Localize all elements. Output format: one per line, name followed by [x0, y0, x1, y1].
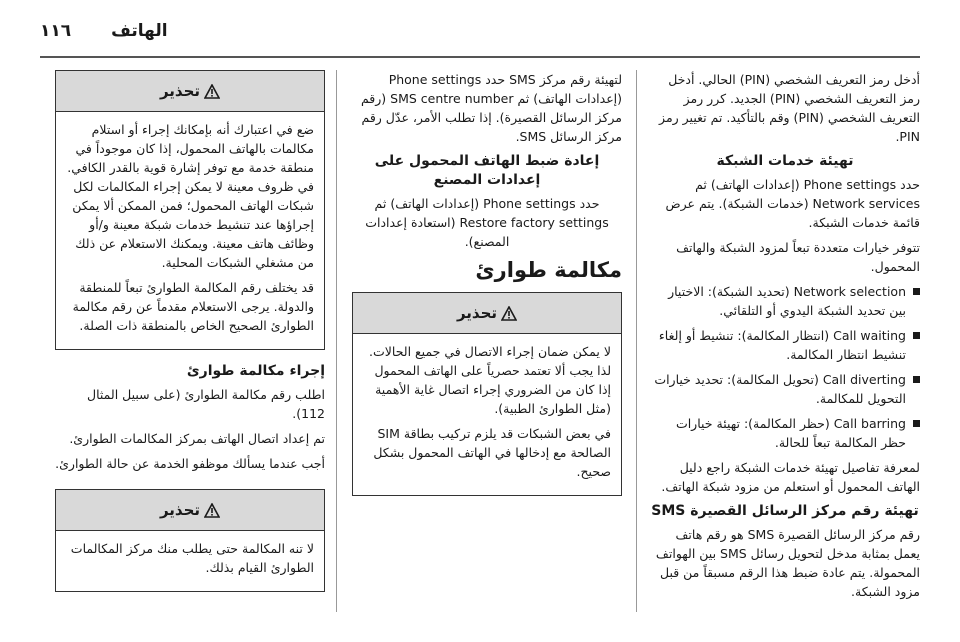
pin-intro: أدخل رمز التعريف الشخصي (PIN) الحالي. أدخل رمز التعريف الشخصي (PIN) الجديد. كرر رمز التعريف الشخصي (PIN) وقم بالتأكيد. تم تغيير رمز PIN. — [659, 72, 920, 144]
list-item: Call barring (حظر المكالمة): تهيئة خيارات حظر المكالمة تبعاً للحالة. — [650, 414, 920, 452]
list-item: Network selection (تحديد الشبكة): الاختيار بين تحديد الشبكة اليدوي أو التلقائي. — [650, 282, 920, 320]
emergency-step: اطلب رقم مكالمة الطوارئ (على سبيل المثال 112). — [87, 387, 325, 421]
warning-icon — [204, 503, 220, 518]
caution-box — [55, 70, 325, 350]
warning-icon — [501, 306, 517, 321]
caution-header — [56, 490, 324, 531]
list-item: Call diverting (تحويل المكالمة): تحديد خيارات التحويل للمكالمة. — [650, 370, 920, 408]
caution-box — [55, 489, 325, 592]
caution-text: قد يختلف رقم المكالمة الطوارئ تبعاً للمنطقة والدولة. يرجى الاستعلام مقدماً عن رقم مكالمة الطوارئ الصحيح الخاص بالمنطقة ذات الصلة. — [72, 280, 314, 333]
emergency-title: مكالمة طوارئ — [475, 258, 622, 282]
caution-title: تحذير — [456, 303, 498, 322]
left-column — [55, 70, 325, 604]
caution-title: تحذير — [159, 81, 201, 100]
reset-heading: إعادة ضبط الهاتف المحمول على إعدادات المصنع — [374, 153, 600, 188]
network-note: تتوفر خيارات متعددة تبعاً لمزود الشبكة والهاتف المحمول. — [676, 240, 920, 274]
network-services-text: حدد Phone settings (إعدادات الهاتف) ثم Network services (خدمات الشبكة). يتم عرض قائمة خدمات الشبكة. — [665, 177, 920, 230]
right-column — [650, 70, 920, 607]
sms-intro: لتهيئة رقم مركز SMS حدد Phone settings (إعدادات الهاتف) ثم SMS centre number (رقم مركز الرسائل القصيرة). إذا تطلب الأمر، عدّل رقم مركز الرسائل SMS. — [360, 72, 622, 144]
emergency-step: تم إعداد اتصال الهاتف بمركز المكالمات الطوارئ. — [69, 431, 325, 446]
caution-title: تحذير — [159, 500, 201, 519]
network-options-list — [650, 282, 920, 452]
caution-text: لا يمكن ضمان إجراء الاتصال في جميع الحالات. لذا يجب ألا تعتمد حصرياً على الهاتف المحمول إذا كان من الضروري إجراء اتصال غاية الأهمية (مثل الطوارئ الطبية). — [369, 344, 611, 416]
caution-text: لا تنه المكالمة حتى يطلب منك مركز المكالمات الطوارئ القيام بذلك. — [70, 541, 314, 575]
caution-header — [56, 71, 324, 112]
section-title: الهاتف — [111, 21, 168, 41]
more-info: لمعرفة تفاصيل تهيئة خدمات الشبكة راجع دليل الهاتف المحمول أو استعلم من مزود شبكة الهاتف. — [661, 460, 920, 494]
emergency-call-heading: إجراء مكالمة طوارئ — [186, 363, 325, 379]
column-divider-right — [636, 70, 637, 612]
page-number: ١١٦ — [40, 21, 72, 41]
warning-icon — [204, 84, 220, 99]
header-group — [40, 21, 168, 41]
caution-header — [353, 293, 621, 334]
sms-heading: تهيئة رقم مركز الرسائل القصيرة SMS — [651, 503, 919, 519]
caution-box — [352, 292, 622, 496]
middle-column — [352, 70, 622, 508]
reset-text: حدد Phone settings (إعدادات الهاتف) ثم Restore factory settings (استعادة إعدادات المصنع). — [365, 196, 609, 249]
caution-text: في بعض الشبكات قد يلزم تركيب بطاقة SIM الصالحة مع إدخالها في الهاتف المحمول بشكل صحيح. — [373, 426, 611, 479]
list-item: Call waiting (انتظار المكالمة): تنشيط أو إلغاء تنشيط انتظار المكالمة. — [650, 326, 920, 364]
column-divider-left — [336, 70, 337, 612]
sms-text: رقم مركز الرسائل القصيرة SMS هو رقم هاتف يعمل بمثابة مدخل لتحويل رسائل SMS بين الهواتف المحمولة. يتم عادة ضبط هذا الرقم مسبقاً من قبل مزود الشبكة. — [655, 527, 920, 599]
emergency-step: أجب عندما يسألك موظفو الخدمة عن حالة الطوارئ. — [55, 456, 325, 471]
caution-text: ضع في اعتبارك أنه بإمكانك إجراء أو استلام مكالمات بالهاتف المحمول، إذا كان موجوداً في منطقة خدمة مع توفر إشارة قوية بالقدر الكافي. في ظروف معينة لا يمكن إجراء المكالمات لكل شبكات الهاتف المحمول؛ فمن الممكن ألا يمكن إجراؤها عند تنشيط خدمات شبكة معينة و/أو وظائف هاتف معينة. ويمكنك الاستعلام عن ذلك من مشغلي الشبكات المحلية. — [67, 122, 314, 270]
network-services-heading: تهيئة خدمات الشبكة — [716, 153, 854, 169]
header-divider — [40, 56, 920, 58]
page-header — [40, 16, 920, 46]
